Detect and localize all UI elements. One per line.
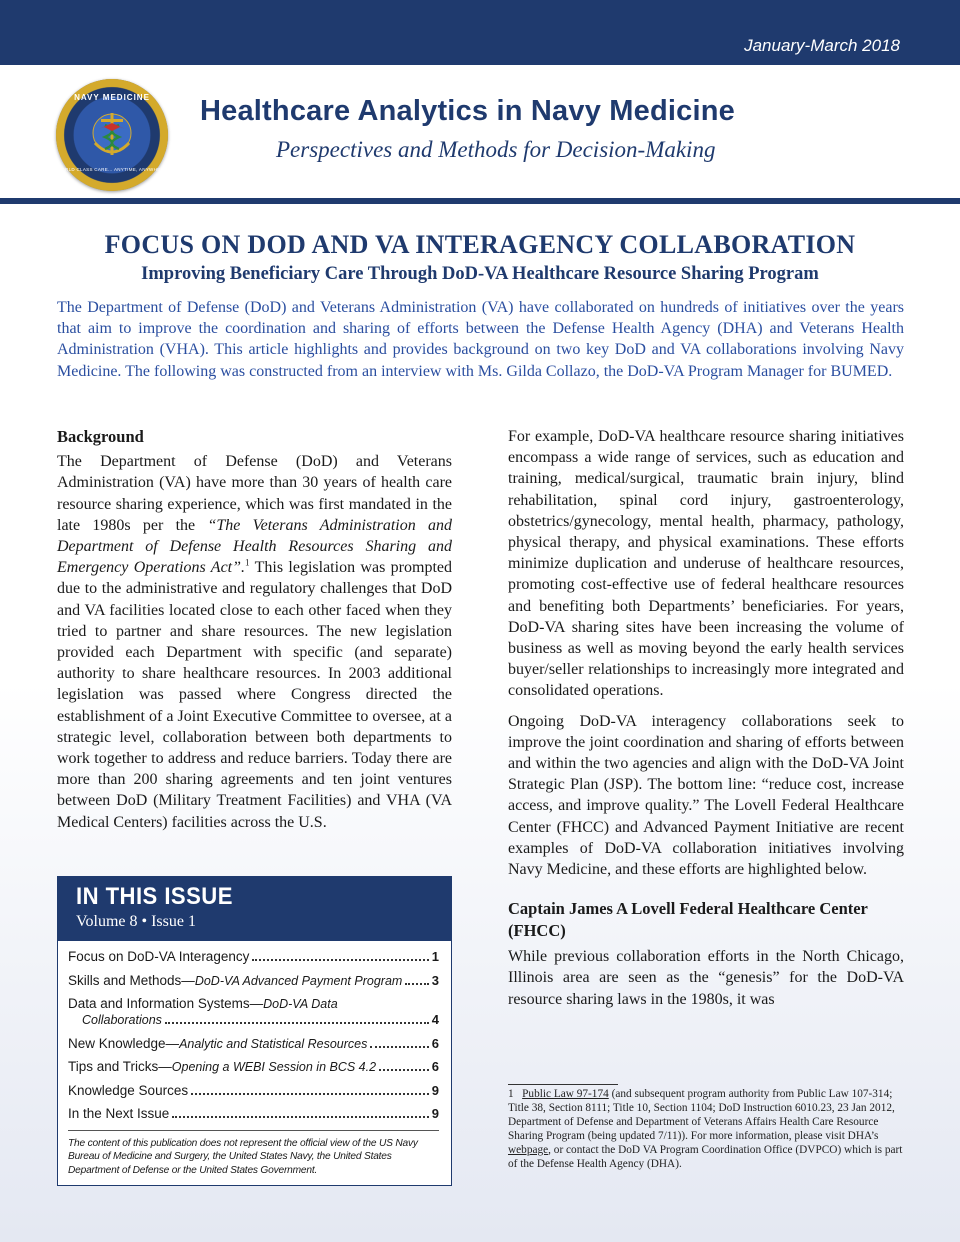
toc-page-number: 9	[431, 1082, 439, 1098]
header-bar	[0, 0, 960, 65]
toc-item[interactable]	[68, 1083, 439, 1099]
toc-volume: Volume 8 • Issue 1	[76, 913, 196, 930]
toc-page-number: 9	[431, 1106, 439, 1121]
dha-webpage-link[interactable]: webpage	[508, 1144, 549, 1156]
toc-item[interactable]	[68, 996, 439, 1028]
toc-item-label: New Knowledge—	[68, 1035, 180, 1051]
fhcc-heading: Captain James A Lovell Federal Healthcare Center (FHCC)	[508, 899, 868, 940]
toc-item-label: Skills and Methods—	[68, 972, 195, 988]
toc-leader	[191, 1093, 429, 1095]
act-title: “The Veterans Administration and Department of Defense Health Resources Sharing and Emergency Operations Act”.	[57, 516, 453, 577]
toc-item-label: Knowledge Sources	[68, 1082, 189, 1098]
toc-title: IN THIS ISSUE	[76, 883, 233, 910]
anchor-caduceus-icon	[87, 107, 137, 163]
right-paragraph-3: While previous collaboration efforts in the North Chicago, Illinois area are seen as the “genesis” for the DoD-VA resource sharing laws in the 1980s, it was	[508, 948, 904, 1008]
right-paragraph-2: Ongoing DoD-VA interagency collaborations seek to improve the joint coordination and sharing of efforts between and within the two agencies and align with the DoD-VA Joint Strategic Plan (JSP). The bottom line: “reduce cost, increase access, and improve quality.” The Lovell Federal Healthcare Center (FHCC) and Advanced Payment Initiative are recent examples of DoD-VA collaboration initiatives involving Navy Medicine, and these efforts are highlighted below.	[508, 712, 904, 879]
background-text-1: The Department of Defense (DoD) and Veterans Administration (VA) have more than 30 years of health care resource sharing experience, which was first mandated in the late 1980s per the	[57, 453, 452, 534]
seal-top-text: NAVY MEDICINE	[74, 93, 150, 102]
footnote-number: 1	[508, 1088, 514, 1100]
footnote-ref[interactable]: 1	[245, 557, 250, 568]
article-headline: FOCUS ON DOD AND VA INTERAGENCY COLLABORATION	[104, 230, 856, 259]
toc-item-label: In the Next Issue	[68, 1106, 170, 1121]
toc-list	[58, 941, 451, 1122]
toc-page-number: 6	[431, 1059, 439, 1074]
background-heading: Background	[57, 427, 144, 446]
left-column	[57, 426, 452, 833]
journal-subtitle: Perspectives and Methods for Decision-Making	[276, 137, 716, 162]
article-subheadline: Improving Beneficiary Care Through DoD-VA Healthcare Resource Sharing Program	[141, 264, 819, 284]
issue-date: January-March 2018	[744, 36, 900, 55]
toc-item[interactable]	[68, 1106, 439, 1122]
toc-item[interactable]	[68, 949, 439, 965]
toc-item[interactable]	[68, 973, 439, 989]
toc-item-label: Focus on DoD-VA Interagency	[68, 949, 250, 964]
toc-page-number: 3	[431, 972, 439, 988]
toc-page-number: 4	[431, 1012, 439, 1027]
article-intro: The Department of Defense (DoD) and Veterans Administration (VA) have collaborated on hundreds of initiatives over the years that aim to improve the coordination and sharing of efforts between the Defense Health Agency (DHA) and Veterans Health Administration (VHA). This article highlights and provides background on two key DoD and VA collaborations involving Navy Medicine. The following was constructed from an interview with Ms. Gilda Collazo, the DoD-VA Program Manager for BUMED.	[57, 299, 904, 380]
background-paragraph	[57, 451, 452, 833]
disclaimer: The content of this publication does not represent the official view of the US Navy Bureau of Medicine and Surgery, the United States Navy, the United States Department of Defense or the United States Government.	[68, 1137, 418, 1176]
toc-leader	[252, 959, 428, 961]
toc-page-number: 6	[431, 1035, 439, 1051]
toc-header	[58, 877, 451, 941]
toc-leader	[379, 1069, 429, 1071]
in-this-issue-box	[57, 876, 452, 1186]
toc-leader	[165, 1022, 429, 1024]
toc-item[interactable]	[68, 1059, 439, 1075]
toc-item-sublabel: DoD-VA Data	[263, 997, 338, 1011]
masthead	[0, 65, 960, 198]
footnote-text-b: , or contact the DoD VA Program Coordination Office (DVPCO) which is part of the Defense Health Agency (DHA).	[508, 1144, 903, 1170]
toc-leader	[405, 983, 428, 985]
footnote-text-a: (and subsequent program authority from Public Law 107-314; Title 38, Section 8111; Title 10, Section 1104; DoD Instruction 6010.23, 23 Jan 2012, Department of Defense and Department of Veterans Affairs Health Care Resource Sharing Program (being updated 7/11)). For more information, please visit DHA’s	[508, 1088, 895, 1142]
background-text-2: This legislation was prompted due to the administrative and regulatory challenges that DoD and VA facilities located close to each other faced when they tried to partner and share resources. The new legislation provided each Department with specific (and separate) authority to share healthcare resources. In 2003 additional legislation was passed where Congress directed the establishment of a Joint Executive Committee to oversee, at a strategic level, collaboration between both departments to work together to address and reduce barriers. Today there are more than 200 sharing agreements and ten joint ventures between DoD (Military Treatment Facilities) and VHA (VA Medical Centers) facilities across the U.S.	[57, 559, 453, 831]
public-law-link[interactable]: Public Law 97-174	[522, 1088, 609, 1100]
footnote-rule	[508, 1084, 618, 1085]
right-column	[508, 426, 904, 1019]
toc-item-sublabel: Opening a WEBI Session in BCS 4.2	[171, 1060, 377, 1074]
toc-leader	[370, 1046, 428, 1048]
seal-bottom-text: WORLD CLASS CARE... ANYTIME, ANYWHERE	[56, 167, 168, 172]
toc-item-sublabel-2: Collaborations	[82, 1013, 162, 1027]
toc-item-label: Tips and Tricks—	[68, 1059, 172, 1074]
toc-item-sublabel: DoD-VA Advanced Payment Program	[194, 973, 403, 988]
toc-leader	[172, 1116, 428, 1118]
toc-item[interactable]	[68, 1036, 439, 1052]
toc-item-sublabel: Analytic and Statistical Resources	[179, 1036, 368, 1051]
footnote	[508, 1087, 904, 1171]
toc-page-number: 1	[431, 949, 439, 964]
toc-item-label: Data and Information Systems—	[68, 996, 264, 1011]
journal-title: Healthcare Analytics in Navy Medicine	[200, 95, 735, 127]
navy-medicine-seal	[56, 79, 168, 191]
masthead-rule	[0, 198, 960, 204]
right-paragraph-1: For example, DoD-VA healthcare resource sharing initiatives encompass a wide range of services, such as education and training, medical/surgical, traumatic brain injury, blind rehabilitation, spinal cord injury, gastroenterology, obstetrics/gynecology, mental health, pharmacy, pathology, physical therapy, and physical examinations. These efforts minimize duplication and underuse of healthcare resources, promoting cost-effective use of federal healthcare resources and benefiting both Departments’ beneficiaries. For years, DoD-VA sharing sites have been increasing the volume of business as well as moving beyond the early health services buyer/seller relationships to increasingly more integrated and consolidated operations.	[508, 428, 904, 700]
